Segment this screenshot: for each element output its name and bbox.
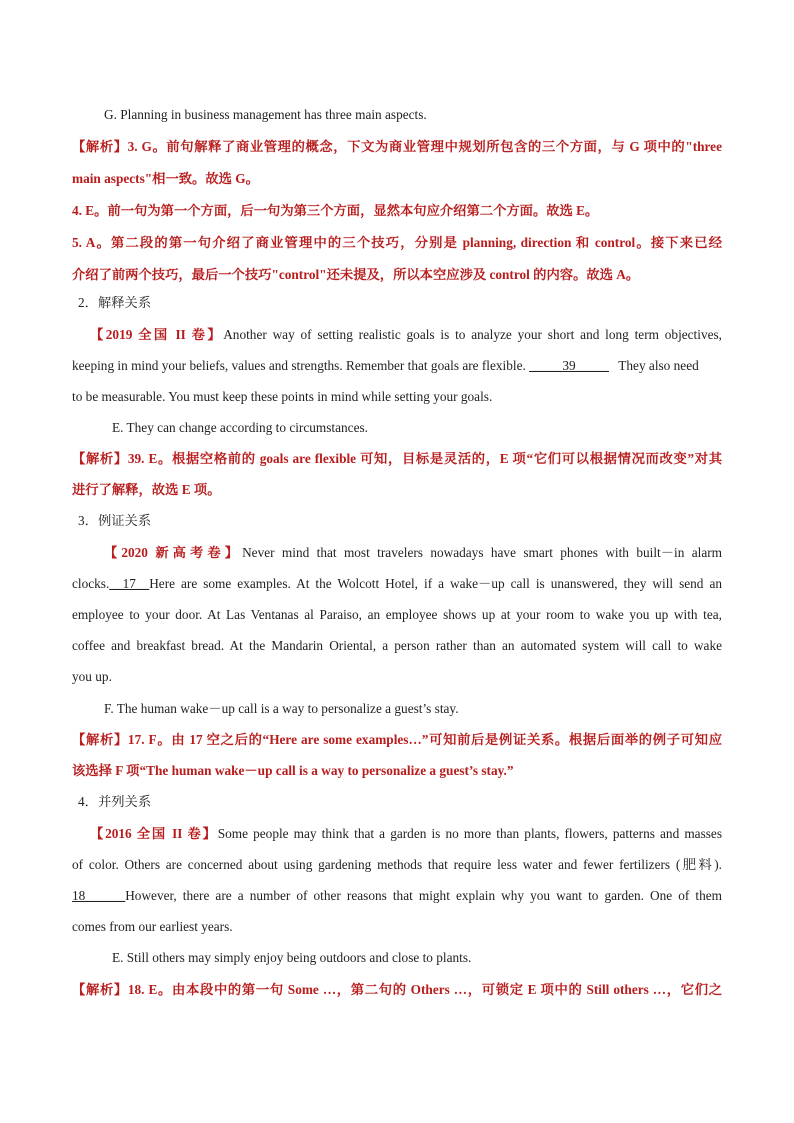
passage-2019-line-2 — [72, 357, 722, 375]
analysis-4: 4. E。前一句为第一个方面，后一句为第三个方面，显然本句应介绍第二个方面。故选 E。 — [72, 203, 599, 218]
analysis-17: 【解析】17. F。由 17 空之后的“Here are some examples…”可知前后是例证关系。根据后面举的例子可知应 — [72, 732, 722, 747]
source-tag: 【2019 全国 II 卷】 — [90, 327, 224, 342]
analysis-5: 5. A。第二段的第一句介绍了商业管理中的三个技巧，分别是 planning, direction 和 control。接下来已经 — [72, 235, 722, 250]
source-tag: 【2016 全国 II 卷】 — [90, 826, 218, 841]
passage-text: Some people may think that a garden is no more than plants, flowers, patterns and masses — [217, 826, 723, 841]
passage-text: They also need — [618, 358, 699, 373]
section-heading-2: 2．解释关系 — [78, 295, 152, 310]
analysis-3: 【解析】3. G。前句解释了商业管理的概念，下文为商业管理中规划所包含的三个方面，与 G 项中的"three — [72, 139, 722, 154]
source-tag: 【2020 新高考卷】 — [104, 545, 243, 560]
passage-2019-line-1 — [90, 326, 722, 344]
option-e-2019: E. They can change according to circumstances. — [112, 420, 368, 435]
analysis-3-cont: main aspects"相一致。故选 G。 — [72, 171, 259, 186]
passage-text: keeping in mind your beliefs, values and strengths. Remember that goals are flexible. — [72, 358, 526, 373]
section-heading-3: 3．例证关系 — [78, 513, 152, 528]
passage-2016-line-2: of color. Others are concerned about using gardening methods that require less water and fewer fertilizers (肥料). — [72, 857, 722, 872]
analysis-39: 【解析】39. E。根据空格前的 goals are flexible 可知，目标是灵活的，E 项“它们可以根据情况而改变”对其 — [72, 451, 722, 466]
analysis-18: 【解析】18. E。由本段中的第一句 Some …，第二句的 Others …，可锁定 E 项中的 Still others …，它们之 — [72, 982, 722, 997]
blank-18: 18______ — [72, 888, 126, 903]
passage-text: Never mind that most travelers nowadays have smart phones with built－in alarm — [242, 545, 722, 560]
section-heading-4: 4．并列关系 — [78, 794, 152, 809]
passage-2016-line-4: comes from our earliest years. — [72, 919, 233, 934]
option-f-2020: F. The human wake－up call is a way to personalize a guest’s stay. — [104, 701, 459, 716]
passage-text: Here are some examples. At the Wolcott Hotel, if a wake－up call is unanswered, they will send an — [149, 576, 722, 591]
passage-2016-line-3 — [72, 887, 722, 905]
passage-2020-line-1 — [104, 544, 722, 562]
analysis-17-cont: 该选择 F 项“The human wake－up call is a way to personalize a guest’s stay.” — [72, 763, 514, 778]
passage-2020-line-3: employee to your door. At Las Ventanas al Paraiso, an employee shows up at your room to wake you up with tea, — [72, 607, 722, 622]
passage-2020-line-4: coffee and breakfast bread. At the Mandarin Oriental, a person rather than an automated system will call to wake — [72, 638, 722, 653]
passage-2016-line-1 — [90, 825, 722, 843]
option-g: G. Planning in business management has three main aspects. — [104, 107, 427, 122]
analysis-5-cont: 介绍了前两个技巧，最后一个技巧"control"还未提及，所以本空应涉及 control 的内容。故选 A。 — [72, 267, 640, 282]
passage-2020-line-2 — [72, 575, 722, 593]
passage-text: However, there are a number of other reasons that might explain why you want to garden. One of them — [125, 888, 722, 903]
analysis-39-cont: 进行了解释，故选 E 项。 — [72, 482, 221, 497]
option-e-2016: E. Still others may simply enjoy being outdoors and close to plants. — [112, 950, 472, 965]
passage-2019-line-3: to be measurable. You must keep these points in mind while setting your goals. — [72, 389, 493, 404]
passage-text: clocks. — [72, 576, 110, 591]
blank-17: __17__ — [109, 576, 150, 591]
blank-39: _____39_____ — [529, 358, 609, 373]
passage-2020-line-5: you up. — [72, 669, 112, 684]
passage-text: Another way of setting realistic goals is to analyze your short and long term objectives, — [223, 327, 722, 342]
